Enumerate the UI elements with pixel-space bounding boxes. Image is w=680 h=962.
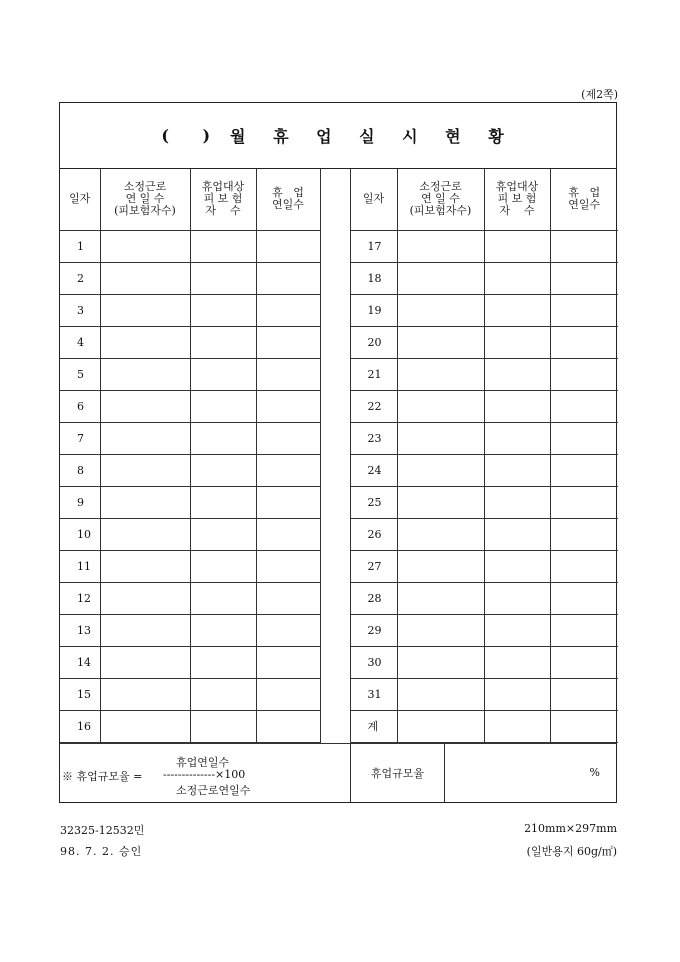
insured-cell[interactable]: [484, 678, 550, 710]
formula-fraction-line: --------------×100: [163, 767, 246, 781]
worker-days-cell[interactable]: [397, 326, 484, 358]
worker-days-cell[interactable]: [100, 326, 190, 358]
worker-days-cell[interactable]: [397, 582, 484, 614]
leave-days-cell[interactable]: [256, 326, 320, 358]
insured-cell[interactable]: [484, 550, 550, 582]
leave-days-cell[interactable]: [256, 550, 320, 582]
table-row: [60, 678, 618, 710]
daily-table: [60, 169, 618, 743]
table-row: [60, 582, 618, 614]
worker-days-cell[interactable]: [397, 486, 484, 518]
insured-cell[interactable]: [484, 230, 550, 262]
worker-days-cell[interactable]: [397, 518, 484, 550]
worker-days-cell[interactable]: [100, 646, 190, 678]
table-row: [60, 518, 618, 550]
worker-days-cell[interactable]: [100, 678, 190, 710]
day-cell-left: 8: [60, 454, 100, 486]
column-gap: [320, 454, 350, 486]
day-cell-right: 29: [350, 614, 397, 646]
leave-days-cell[interactable]: [256, 646, 320, 678]
table-row: [60, 422, 618, 454]
approval-date: 98. 7. 2. 승인: [60, 845, 143, 858]
footer-row: [60, 743, 616, 802]
worker-days-cell[interactable]: [397, 454, 484, 486]
column-gap: [320, 710, 350, 742]
day-cell-right: 22: [350, 390, 397, 422]
formula-prefix: ※ 휴업규모율 =: [62, 769, 143, 783]
page-number-label: (제2쪽): [581, 88, 618, 101]
insured-cell[interactable]: [190, 710, 256, 742]
day-cell-right: 30: [350, 646, 397, 678]
worker-days-cell[interactable]: [100, 294, 190, 326]
worker-days-cell[interactable]: [100, 390, 190, 422]
worker-days-cell[interactable]: [100, 582, 190, 614]
insured-cell[interactable]: [190, 646, 256, 678]
insured-cell[interactable]: [484, 358, 550, 390]
insured-cell[interactable]: [484, 646, 550, 678]
column-gap: [320, 358, 350, 390]
formula-denominator: 소정근로연일수: [176, 783, 251, 797]
column-gap: [320, 422, 350, 454]
insured-cell[interactable]: [484, 486, 550, 518]
day-cell-left: 11: [60, 550, 100, 582]
form-title: [60, 103, 616, 169]
leave-days-cell[interactable]: [256, 454, 320, 486]
day-cell-left: 6: [60, 390, 100, 422]
column-gap: [320, 294, 350, 326]
rate-value-field[interactable]: [445, 744, 616, 802]
leave-days-cell[interactable]: [550, 390, 618, 422]
leave-days-cell[interactable]: [550, 678, 618, 710]
rate-unit: %: [589, 766, 600, 779]
leave-days-cell[interactable]: [550, 582, 618, 614]
leave-days-cell[interactable]: [256, 358, 320, 390]
day-cell-right: 27: [350, 550, 397, 582]
day-cell-left: 9: [60, 486, 100, 518]
header-day-left: 일자: [60, 169, 100, 230]
day-cell-left: 10: [60, 518, 100, 550]
table-row: [60, 294, 618, 326]
day-cell-right: 26: [350, 518, 397, 550]
day-cell-right: 19: [350, 294, 397, 326]
worker-days-cell[interactable]: [397, 614, 484, 646]
leave-days-cell[interactable]: [256, 390, 320, 422]
leave-days-cell[interactable]: [256, 422, 320, 454]
insured-cell[interactable]: [190, 422, 256, 454]
leave-days-cell[interactable]: [256, 614, 320, 646]
insured-cell[interactable]: [190, 230, 256, 262]
header-insured-left: 휴업대상 피 보 험 자 수: [190, 169, 256, 230]
leave-days-cell[interactable]: [550, 358, 618, 390]
header-day-right: 일자: [350, 169, 397, 230]
day-cell-right: 25: [350, 486, 397, 518]
leave-days-cell[interactable]: [550, 614, 618, 646]
header-worker-days-right: 소정근로 연 일 수 (피보험자수): [397, 169, 484, 230]
insured-cell[interactable]: [190, 614, 256, 646]
worker-days-cell[interactable]: [100, 486, 190, 518]
table-row: [60, 390, 618, 422]
insured-cell[interactable]: [484, 422, 550, 454]
table-row: [60, 358, 618, 390]
column-gap: [320, 486, 350, 518]
insured-cell[interactable]: [190, 486, 256, 518]
day-cell-right: 17: [350, 230, 397, 262]
header-leave-days-right: 휴 업 연일수: [550, 169, 618, 230]
column-gap: [320, 582, 350, 614]
day-cell-left: 16: [60, 710, 100, 742]
day-cell-right: 23: [350, 422, 397, 454]
header-insured-right: 휴업대상 피 보 험 자 수: [484, 169, 550, 230]
column-gap: [320, 614, 350, 646]
insured-cell[interactable]: [190, 390, 256, 422]
insured-cell[interactable]: [484, 294, 550, 326]
worker-days-cell[interactable]: [100, 614, 190, 646]
day-cell-right: 20: [350, 326, 397, 358]
insured-cell[interactable]: [190, 326, 256, 358]
leave-days-cell[interactable]: [256, 262, 320, 294]
day-cell-left: 2: [60, 262, 100, 294]
worker-days-cell[interactable]: [397, 678, 484, 710]
worker-days-cell[interactable]: [100, 454, 190, 486]
table-row: [60, 550, 618, 582]
leave-days-cell[interactable]: [550, 230, 618, 262]
insured-cell[interactable]: [190, 518, 256, 550]
column-gap: [320, 326, 350, 358]
worker-days-cell[interactable]: [397, 710, 484, 742]
table-row: [60, 262, 618, 294]
day-cell-right: 18: [350, 262, 397, 294]
table-row: [60, 486, 618, 518]
insured-cell[interactable]: [484, 518, 550, 550]
leave-days-cell[interactable]: [550, 646, 618, 678]
insured-cell[interactable]: [190, 262, 256, 294]
worker-days-cell[interactable]: [397, 230, 484, 262]
insured-cell[interactable]: [190, 678, 256, 710]
insured-cell[interactable]: [190, 550, 256, 582]
leave-days-cell[interactable]: [550, 262, 618, 294]
leave-days-cell[interactable]: [550, 454, 618, 486]
insured-cell[interactable]: [190, 294, 256, 326]
insured-cell[interactable]: [484, 614, 550, 646]
leave-days-cell[interactable]: [256, 678, 320, 710]
column-gap: [320, 169, 350, 230]
day-cell-right: 계: [350, 710, 397, 742]
column-gap: [320, 678, 350, 710]
day-cell-right: 21: [350, 358, 397, 390]
leave-days-cell[interactable]: [256, 710, 320, 742]
worker-days-cell[interactable]: [100, 550, 190, 582]
worker-days-cell[interactable]: [397, 262, 484, 294]
rate-label: 휴업규모율: [351, 744, 445, 802]
leave-days-cell[interactable]: [256, 486, 320, 518]
worker-days-cell[interactable]: [100, 710, 190, 742]
leave-days-cell[interactable]: [550, 326, 618, 358]
insured-cell[interactable]: [484, 582, 550, 614]
leave-status-form: [59, 102, 617, 803]
worker-days-cell[interactable]: [397, 390, 484, 422]
table-row: [60, 710, 618, 742]
day-cell-left: 3: [60, 294, 100, 326]
leave-days-cell[interactable]: [550, 486, 618, 518]
header-worker-days-left: 소정근로 연 일 수 (피보험자수): [100, 169, 190, 230]
insured-cell[interactable]: [190, 582, 256, 614]
insured-cell[interactable]: [190, 358, 256, 390]
leave-days-cell[interactable]: [256, 230, 320, 262]
insured-cell[interactable]: [484, 262, 550, 294]
day-cell-right: 24: [350, 454, 397, 486]
header-leave-days-left: 휴 업 연일수: [256, 169, 320, 230]
column-gap: [320, 230, 350, 262]
table-row: [60, 230, 618, 262]
column-gap: [320, 262, 350, 294]
table-row: [60, 614, 618, 646]
rate-formula: [60, 744, 351, 802]
leave-days-cell[interactable]: [550, 294, 618, 326]
leave-days-cell[interactable]: [256, 518, 320, 550]
day-cell-left: 4: [60, 326, 100, 358]
day-cell-right: 28: [350, 582, 397, 614]
worker-days-cell[interactable]: [397, 294, 484, 326]
day-cell-left: 14: [60, 646, 100, 678]
day-cell-left: 15: [60, 678, 100, 710]
paper-type: (일반용지 60g/㎡): [526, 845, 617, 858]
day-cell-left: 12: [60, 582, 100, 614]
day-cell-left: 5: [60, 358, 100, 390]
formula-numerator: 휴업연일수: [176, 755, 230, 769]
worker-days-cell[interactable]: [100, 358, 190, 390]
insured-cell[interactable]: [484, 454, 550, 486]
worker-days-cell[interactable]: [100, 262, 190, 294]
day-cell-left: 7: [60, 422, 100, 454]
column-gap: [320, 390, 350, 422]
column-gap: [320, 518, 350, 550]
worker-days-cell[interactable]: [397, 646, 484, 678]
worker-days-cell[interactable]: [100, 518, 190, 550]
worker-days-cell[interactable]: [100, 230, 190, 262]
day-cell-left: 13: [60, 614, 100, 646]
insured-cell[interactable]: [484, 390, 550, 422]
insured-cell[interactable]: [190, 454, 256, 486]
leave-days-cell[interactable]: [550, 422, 618, 454]
insured-cell[interactable]: [484, 326, 550, 358]
leave-days-cell[interactable]: [550, 518, 618, 550]
leave-days-cell[interactable]: [256, 582, 320, 614]
worker-days-cell[interactable]: [397, 358, 484, 390]
leave-days-cell[interactable]: [256, 294, 320, 326]
day-cell-left: 1: [60, 230, 100, 262]
column-gap: [320, 550, 350, 582]
leave-days-cell[interactable]: [550, 710, 618, 742]
day-cell-right: 31: [350, 678, 397, 710]
title-month-paren: ( ): [161, 126, 213, 145]
table-row: [60, 454, 618, 486]
insured-cell[interactable]: [484, 710, 550, 742]
worker-days-cell[interactable]: [100, 422, 190, 454]
table-row: [60, 646, 618, 678]
worker-days-cell[interactable]: [397, 422, 484, 454]
worker-days-cell[interactable]: [397, 550, 484, 582]
leave-days-cell[interactable]: [550, 550, 618, 582]
table-header-row: [60, 169, 618, 230]
form-code: 32325-12532민: [60, 824, 145, 837]
title-text: 월 휴 업 실 시 현 황: [230, 127, 515, 146]
table-row: [60, 326, 618, 358]
paper-size: 210mm×297mm: [524, 822, 617, 835]
column-gap: [320, 646, 350, 678]
